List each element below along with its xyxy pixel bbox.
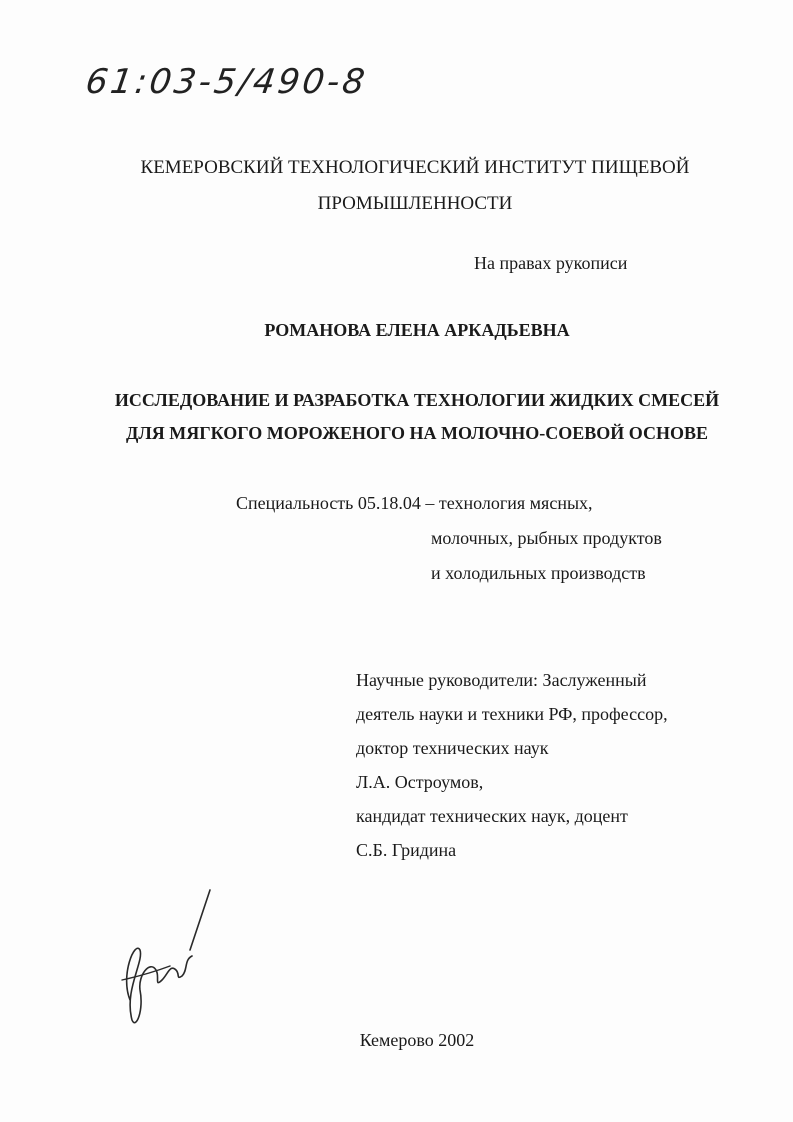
- advisors-line-5: кандидат технических наук, доцент: [356, 806, 628, 826]
- author-name: РОМАНОВА ЕЛЕНА АРКАДЬЕВНА: [264, 320, 570, 340]
- dissertation-title: [90, 384, 744, 450]
- advisors-block: [356, 663, 668, 867]
- title-line-2: ДЛЯ МЯГКОГО МОРОЖЕНОГО НА МОЛОЧНО-СОЕВОЙ ОСНОВЕ: [125, 423, 709, 443]
- specialty-line-3: и холодильных производств: [431, 563, 646, 583]
- title-line-1: ИССЛЕДОВАНИЕ И РАЗРАБОТКА ТЕХНОЛОГИИ ЖИДКИХ СМЕСЕЙ: [114, 390, 720, 410]
- specialty-line-2: молочных, рыбных продуктов: [431, 528, 662, 548]
- advisors-line-6: С.Б. Гридина: [356, 840, 457, 860]
- advisors-line-1: Научные руководители: Заслуженный: [356, 670, 647, 690]
- handwritten-signature: [110, 880, 220, 1040]
- advisors-line-2: деятель науки и техники РФ, профессор,: [356, 704, 668, 724]
- advisors-line-4: Л.А. Остроумов,: [356, 772, 484, 792]
- institute-line-2: ПРОМЫШЛЕННОСТИ: [317, 193, 513, 214]
- archive-code-handwritten: 61:03-5/490-8: [83, 62, 370, 102]
- institute-line-1: КЕМЕРОВСКИЙ ТЕХНОЛОГИЧЕСКИЙ ИНСТИТУТ ПИЩЕВОЙ: [140, 157, 690, 178]
- specialty-block: [236, 486, 662, 591]
- city-year: Кемерово 2002: [359, 1030, 475, 1050]
- advisors-line-3: доктор технических наук: [356, 738, 549, 758]
- specialty-line-1: Специальность 05.18.04 – технология мясных,: [236, 493, 593, 513]
- rights-note: На правах рукописи: [474, 253, 628, 273]
- institute-name: [120, 150, 710, 222]
